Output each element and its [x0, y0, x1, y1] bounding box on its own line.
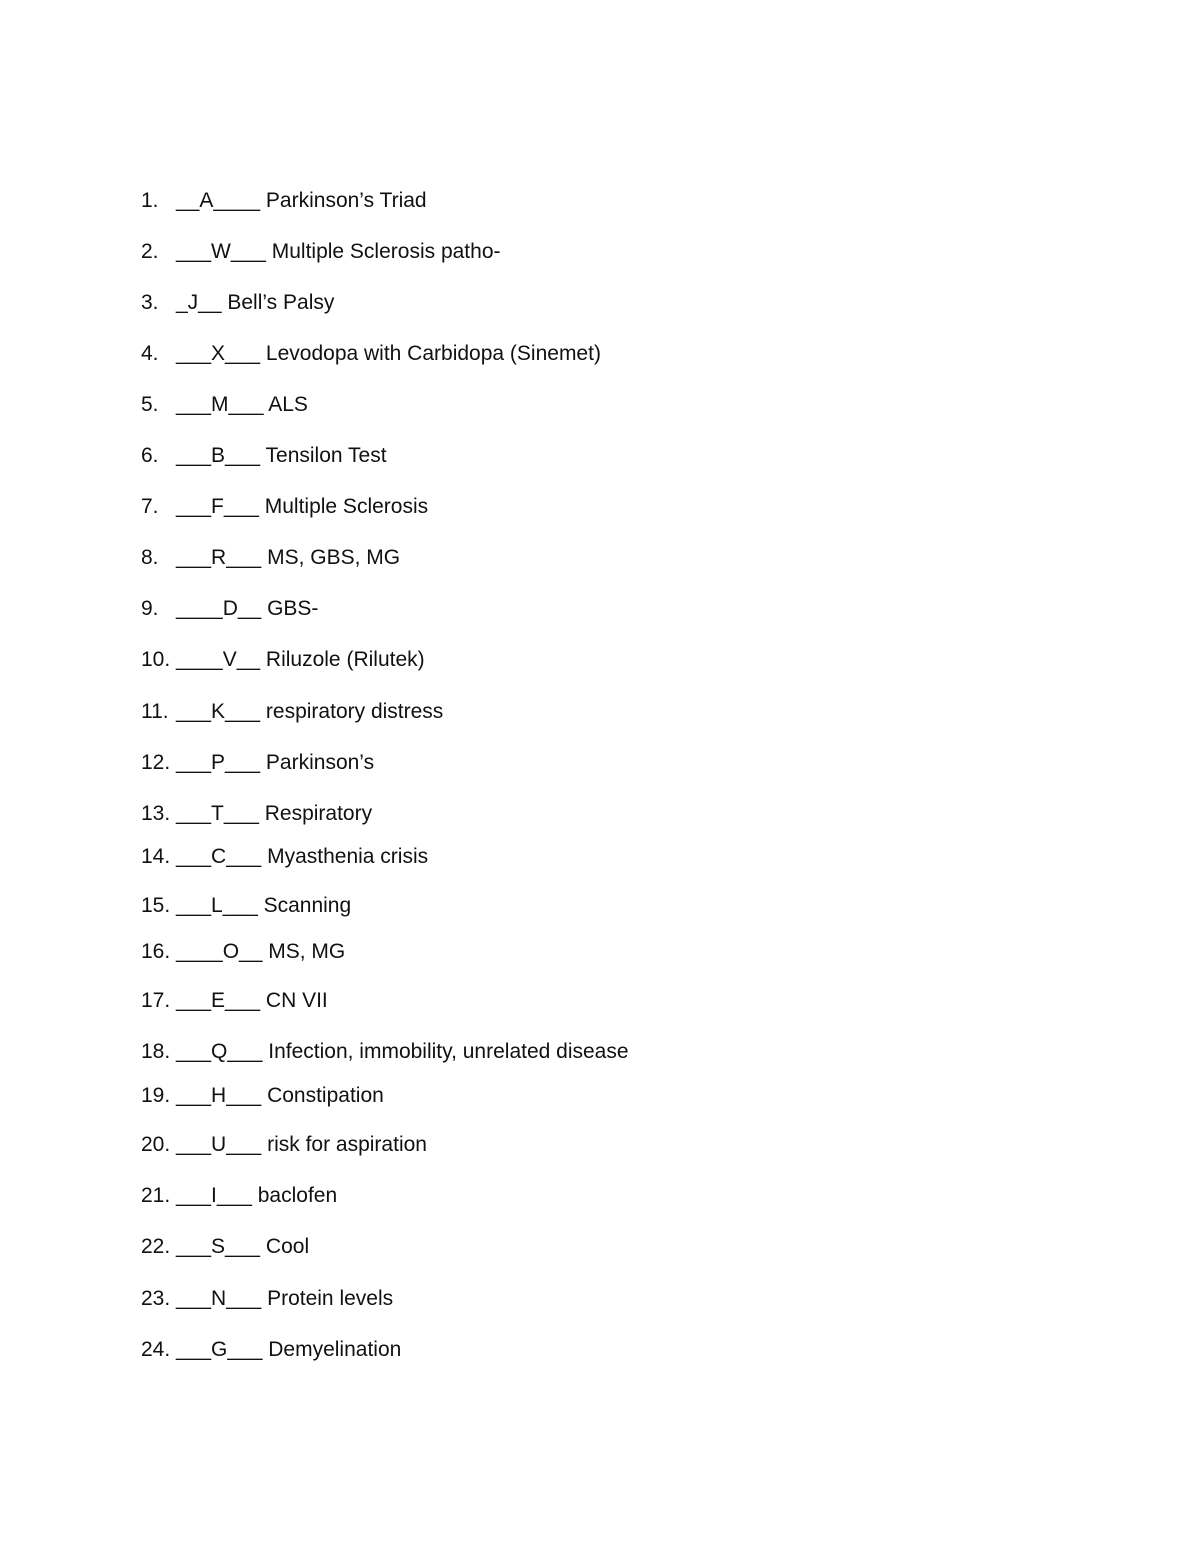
item-number: 15. — [141, 894, 171, 917]
item-text: ___S___ Cool — [176, 1235, 310, 1258]
item-text: ____V__ Riluzole (Rilutek) — [176, 648, 425, 671]
item-text: ___X___ Levodopa with Carbidopa (Sinemet) — [176, 342, 601, 365]
item-text: ___H___ Constipation — [176, 1084, 384, 1107]
item-number: 1. — [141, 189, 159, 212]
item-number: 18. — [141, 1040, 171, 1063]
item-number: 8. — [141, 546, 159, 569]
item-text: ___C___ Myasthenia crisis — [176, 845, 429, 868]
item-number: 19. — [141, 1084, 171, 1107]
item-text: ___K___ respiratory distress — [176, 700, 444, 723]
item-text: ___Q___ Infection, immobility, unrelated disease — [176, 1040, 629, 1063]
item-text: ___L___ Scanning — [176, 894, 352, 917]
item-number: 20. — [141, 1133, 171, 1156]
item-number: 9. — [141, 597, 159, 620]
item-number: 21. — [141, 1184, 171, 1207]
item-text: _J__ Bell’s Palsy — [176, 291, 335, 314]
item-text: ___G___ Demyelination — [176, 1338, 402, 1361]
item-number: 14. — [141, 845, 171, 868]
item-number: 5. — [141, 393, 159, 416]
item-text: ___T___ Respiratory — [176, 802, 373, 825]
item-text: ___N___ Protein levels — [176, 1287, 394, 1310]
item-text: ___B___ Tensilon Test — [176, 444, 387, 467]
item-text: ___F___ Multiple Sclerosis — [176, 495, 429, 518]
item-text: ___R___ MS, GBS, MG — [176, 546, 401, 569]
item-text: ___M___ ALS — [176, 393, 308, 416]
item-number: 6. — [141, 444, 159, 467]
item-number: 16. — [141, 940, 171, 963]
item-number: 11. — [141, 700, 169, 723]
item-number: 2. — [141, 240, 159, 263]
item-text: __A____ Parkinson’s Triad — [176, 189, 427, 212]
item-text: ____D__ GBS- — [176, 597, 319, 620]
item-number: 7. — [141, 495, 159, 518]
item-number: 4. — [141, 342, 159, 365]
item-number: 13. — [141, 802, 171, 825]
item-number: 22. — [141, 1235, 171, 1258]
item-text: ___U___ risk for aspiration — [176, 1133, 427, 1156]
item-text: ___I___ baclofen — [176, 1184, 338, 1207]
item-number: 3. — [141, 291, 159, 314]
item-text: ____O__ MS, MG — [176, 940, 346, 963]
item-number: 23. — [141, 1287, 171, 1310]
item-text: ___E___ CN VII — [176, 989, 328, 1012]
item-number: 12. — [141, 751, 171, 774]
item-number: 17. — [141, 989, 171, 1012]
item-number: 10. — [141, 648, 171, 671]
item-text: ___P___ Parkinson’s — [176, 751, 375, 774]
item-number: 24. — [141, 1338, 171, 1361]
item-text: ___W___ Multiple Sclerosis patho- — [176, 240, 501, 263]
